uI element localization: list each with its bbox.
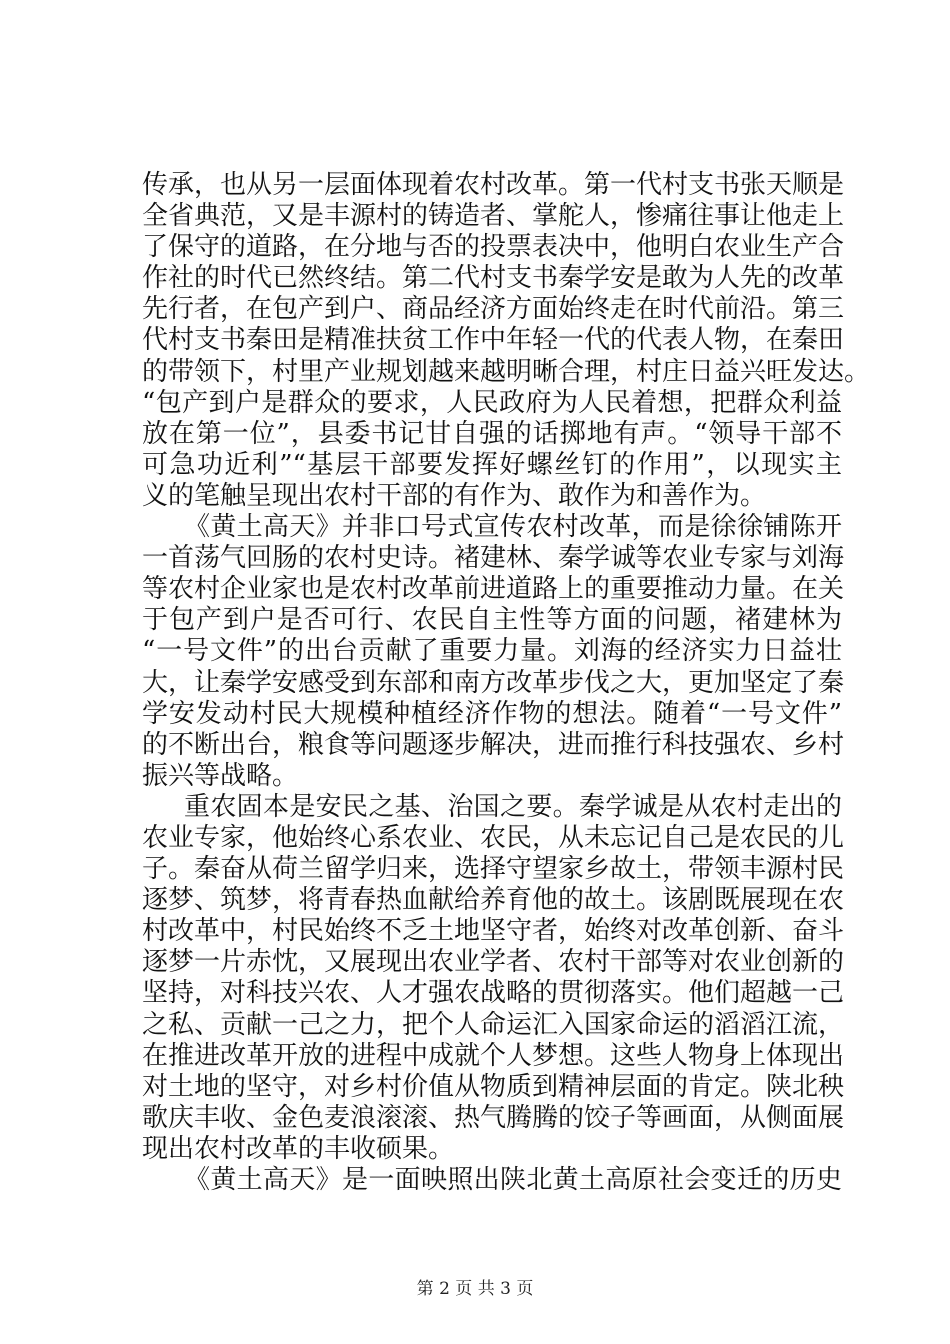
body-text: [142, 170, 871, 1196]
text-line: 大，让秦学安感受到东部和南方改革步伐之大，更加坚定了秦: [142, 667, 845, 698]
text-line: 村改革中，村民始终不乏土地坚守者，始终对改革创新、奋斗: [142, 916, 845, 947]
text-line: 的不断出台，粮食等问题逐步解决，进而推行科技强农、乡村: [142, 729, 845, 760]
text-line: 逐梦一片赤忱，又展现出农业学者、农村干部等对农业创新的: [142, 947, 845, 978]
text-line: 一首荡气回肠的农村史诗。褚建林、秦学诚等农业专家与刘海: [142, 543, 845, 574]
text-line: 子。秦奋从荷兰留学归来，选择守望家乡故土，带领丰源村民: [142, 854, 845, 885]
text-line: 之私、贡献一己之力，把个人命运汇入国家命运的滔滔江流，: [142, 1009, 845, 1040]
text-line: 歌庆丰收、金色麦浪滚滚、热气腾腾的饺子等画面，从侧面展: [142, 1102, 845, 1133]
paragraph-first-line: 《黄土高天》并非口号式宣传农村改革，而是徐徐铺陈开: [184, 512, 842, 543]
text-line: 逐梦、筑梦，将青春热血献给养育他的故土。该剧既展现在农: [142, 885, 845, 916]
text-line: 现出农村改革的丰收硕果。: [142, 1133, 455, 1164]
text-line: 坚持，对科技兴农、人才强农战略的贯彻落实。他们超越一己: [142, 978, 845, 1009]
text-line: 全省典范，又是丰源村的铸造者、掌舵人，惨痛往事让他走上: [142, 201, 845, 232]
text-line: 了保守的道路，在分地与否的投票表决中，他明白农业生产合: [142, 232, 845, 263]
text-line: 对土地的坚守，对乡村价值从物质到精神层面的肯定。陕北秧: [142, 1071, 845, 1102]
text-line: 作社的时代已然终结。第二代村支书秦学安是敢为人先的改革: [142, 263, 845, 294]
page-footer: 第 2 页 共 3 页: [416, 1279, 534, 1299]
text-line: 代村支书秦田是精准扶贫工作中年轻一代的代表人物，在秦田: [142, 325, 845, 356]
text-line: 可急功近利”“基层干部要发挥好螺丝钉的作用”，以现实主: [142, 449, 842, 480]
paragraph-first-line: 重农固本是安民之基、治国之要。秦学诚是从农村走出的: [184, 791, 842, 822]
text-line: 放在第一位”，县委书记甘自强的话掷地有声。“领导干部不: [142, 418, 842, 449]
paragraph-first-line: 《黄土高天》是一面映照出陕北黄土高原社会变迁的历史: [184, 1165, 842, 1195]
text-line: 振兴等战略。: [142, 760, 299, 791]
text-line: 等农村企业家也是农村改革前进道路上的重要推动力量。在关: [142, 574, 845, 605]
text-line: “包产到户是群众的要求，人民政府为人民着想，把群众利益: [142, 387, 842, 418]
text-line: 学安发动村民大规模种植经济作物的想法。随着“一号文件”: [142, 698, 842, 729]
text-line: 农业专家，他始终心系农业、农民，从未忘记自己是农民的儿: [142, 822, 845, 853]
text-line: 先行者，在包产到户、商品经济方面始终走在时代前沿。第三: [142, 294, 845, 325]
text-line: 的带领下，村里产业规划越来越明晰合理，村庄日益兴旺发达。: [142, 356, 871, 387]
text-line: 义的笔触呈现出农村干部的有作为、敢作为和善作为。: [142, 480, 767, 511]
text-line: 在推进改革开放的进程中成就个人梦想。这些人物身上体现出: [142, 1040, 845, 1071]
text-line: “一号文件”的出台贡献了重要力量。刘海的经济实力日益壮: [142, 636, 842, 667]
text-line: 传承，也从另一层面体现着农村改革。第一代村支书张天顺是: [142, 170, 845, 200]
text-line: 于包产到户是否可行、农民自主性等方面的问题，褚建林为: [142, 605, 842, 636]
